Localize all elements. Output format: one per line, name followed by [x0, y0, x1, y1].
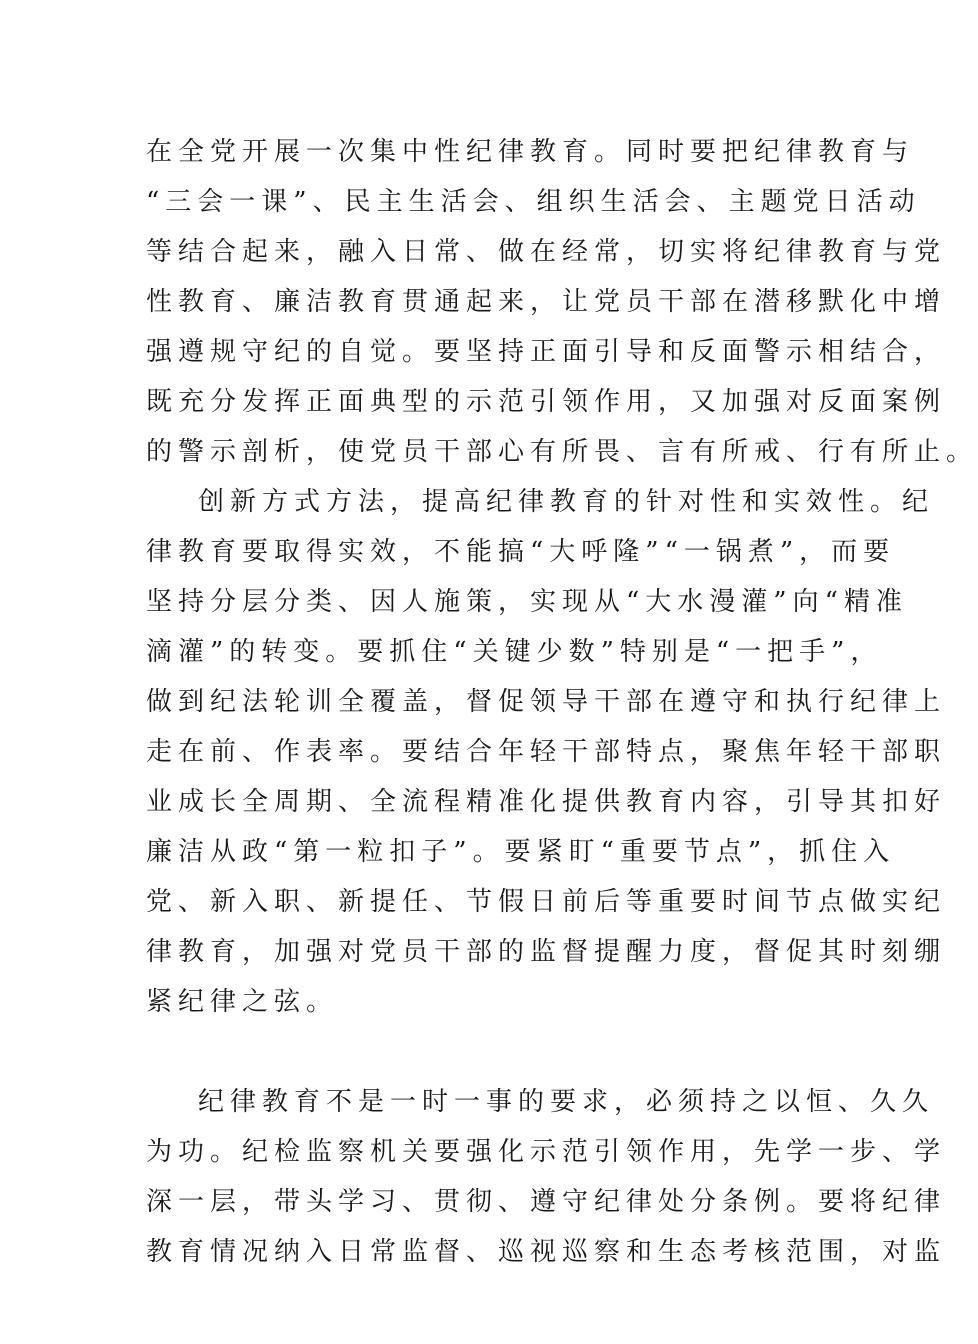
- text-line: 做到纪法轮训全覆盖，督促领导干部在遵守和执行纪律上: [146, 687, 947, 717]
- text-line: 创新方式方法，提高纪律教育的针对性和实效性。纪: [198, 487, 935, 517]
- paragraph-3: [146, 1077, 947, 1277]
- text-line: 既充分发挥正面典型的示范引领作用，又加强对反面案例: [146, 387, 947, 417]
- text-line: “三会一课”、民主生活会、组织生活会、主题党日活动: [146, 187, 921, 217]
- text-line: 走在前、作表率。要结合年轻干部特点，聚焦年轻干部职: [146, 737, 947, 767]
- text-line: 律教育，加强对党员干部的监督提醒力度，督促其时刻绷: [146, 937, 947, 967]
- text-line: [146, 1027, 808, 1077]
- text-line: 廉洁从政“第一粒扣子”。要紧盯“重要节点”，抓住入: [146, 837, 896, 867]
- text-line: 滴灌”的转变。要抓住“关键少数”特别是“一把手”，: [146, 637, 883, 667]
- text-line: 性教育、廉洁教育贯通起来，让党员干部在潜移默化中增: [146, 287, 947, 317]
- text-line: 深一层，带头学习、贯彻、遵守纪律处分条例。要将纪律: [146, 1187, 947, 1217]
- text-line: 在全党开展一次集中性纪律教育。同时要把纪律教育与: [146, 137, 915, 167]
- text-line: 业成长全周期、全流程精准化提供教育内容，引导其扣好: [146, 787, 947, 817]
- text-line: 律教育要取得实效，不能搞“大呼隆”“一锅煮”，而要: [146, 537, 896, 567]
- text-line: 紧纪律之弦。: [146, 987, 339, 1017]
- text-line: 纪律教育不是一时一事的要求，必须持之以恒、久久: [198, 1087, 935, 1117]
- text-line: 的警示剖析，使党员干部心有所畏、言有所戒、行有所止。: [146, 437, 978, 467]
- paragraph-2: [146, 477, 947, 1077]
- text-line: 教育情况纳入日常监督、巡视巡察和生态考核范围，对监: [146, 1237, 947, 1267]
- text-line: 坚持分层分类、因人施策，实现从“大水漫灌”向“精准: [146, 587, 908, 617]
- document-body: [146, 127, 978, 1277]
- text-line: 等结合起来，融入日常、做在经常，切实将纪律教育与党: [146, 237, 947, 267]
- text-line: 党、新入职、新提任、节假日前后等重要时间节点做实纪: [146, 887, 947, 917]
- text-line: 为功。纪检监察机关要强化示范引领作用，先学一步、学: [146, 1137, 947, 1167]
- paragraph-1: [146, 127, 978, 477]
- text-line: 强遵规守纪的自觉。要坚持正面引导和反面警示相结合，: [146, 337, 947, 367]
